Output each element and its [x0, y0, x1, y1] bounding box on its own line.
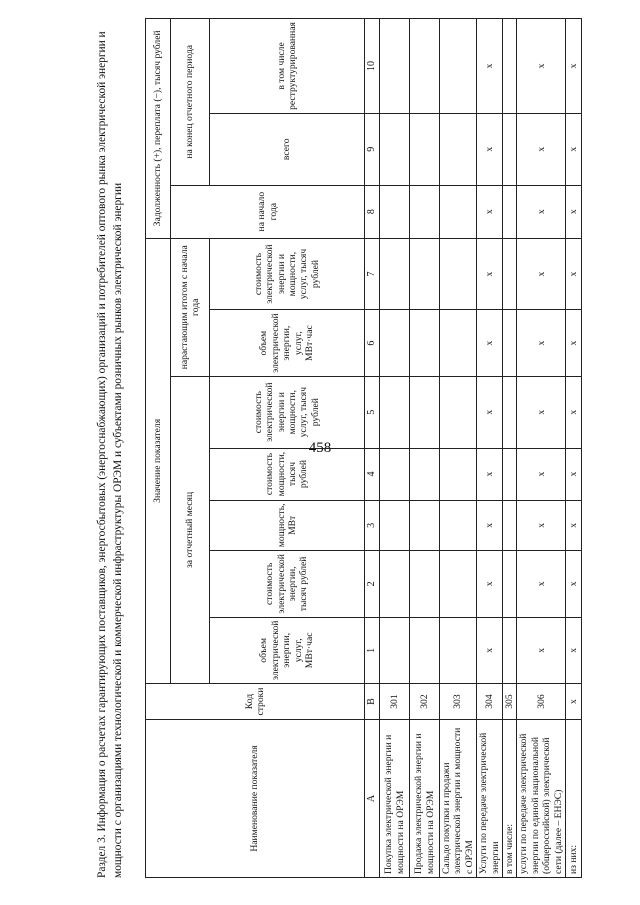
row-cell	[503, 185, 517, 238]
row-cell: х	[517, 448, 566, 500]
row-code: 305	[503, 684, 517, 720]
table-row	[517, 19, 566, 878]
row-cell	[410, 238, 440, 310]
row-cell	[440, 448, 477, 500]
row-name: из них:	[566, 720, 582, 878]
table-row	[477, 19, 503, 878]
table-row	[440, 19, 477, 878]
col-number: 10	[365, 19, 380, 114]
row-cell: х	[477, 500, 503, 551]
row-name: Покупка электрической энергии и мощности на ОРЭМ	[380, 720, 410, 878]
row-cell: х	[477, 551, 503, 617]
row-cell: х	[566, 185, 582, 238]
col-number: 1	[365, 617, 380, 683]
row-cell: х	[517, 113, 566, 185]
col-number: 2	[365, 551, 380, 617]
row-cell: х	[566, 113, 582, 185]
row-code: 303	[440, 684, 477, 720]
col-number: А	[365, 720, 380, 878]
row-cell: х	[477, 19, 503, 114]
header-start-of-year: на начало года	[171, 185, 365, 238]
row-cell: х	[477, 310, 503, 376]
col-number: 3	[365, 500, 380, 551]
row-cell	[410, 113, 440, 185]
row-code: 302	[410, 684, 440, 720]
row-cell: х	[517, 19, 566, 114]
row-cell: х	[566, 500, 582, 551]
page-number: 458	[308, 440, 332, 456]
row-code: х	[566, 684, 582, 720]
col-number: 6	[365, 310, 380, 376]
row-cell	[503, 19, 517, 114]
row-cell: х	[477, 448, 503, 500]
row-cell	[410, 617, 440, 683]
row-cell: х	[566, 310, 582, 376]
header-capacity-mw: мощность, МВт	[210, 500, 365, 551]
col-number: 9	[365, 113, 380, 185]
header-cum-volume: объем электрической энергии, услуг, МВт·час	[210, 310, 365, 376]
row-cell: х	[566, 617, 582, 683]
row-cell	[440, 19, 477, 114]
row-cell: х	[477, 238, 503, 310]
row-cell: х	[477, 113, 503, 185]
row-cell	[380, 376, 410, 448]
header-debt-group: Задолженность (+), переплата (−), тысяч рублей	[146, 19, 171, 239]
row-cell	[440, 376, 477, 448]
row-cell: х	[566, 551, 582, 617]
row-cell	[440, 500, 477, 551]
row-name: Услуги по передаче электрической энергии	[477, 720, 503, 878]
table-row	[380, 19, 410, 878]
header-value-group: Значение показателя	[146, 238, 171, 683]
row-cell	[380, 448, 410, 500]
row-cell	[410, 19, 440, 114]
row-code: 301	[380, 684, 410, 720]
row-cell: х	[517, 551, 566, 617]
row-cell	[503, 376, 517, 448]
table-row	[566, 19, 582, 878]
row-cell: х	[566, 19, 582, 114]
row-cell: х	[477, 185, 503, 238]
row-cell: х	[517, 500, 566, 551]
row-cell: х	[517, 376, 566, 448]
table-row	[410, 19, 440, 878]
row-cell	[503, 238, 517, 310]
row-cell	[380, 113, 410, 185]
row-cell	[380, 185, 410, 238]
row-cell	[440, 113, 477, 185]
row-cell	[380, 310, 410, 376]
section-caption: Раздел 3. Информация о расчетах гарантирующих поставщиков, энергосбытовых (энергоснабжающих) организаций и потребителей оптового рынка электрической энергии и мощности с организациями технологической и коммерческой инфраструктуры ОРЭМ и субъектами розничных рынков электрической энергии	[96, 31, 124, 878]
row-cell	[440, 551, 477, 617]
header-name: Наименование показателя	[146, 720, 365, 878]
row-cell: х	[566, 448, 582, 500]
header-period-end-group: на конец отчетного периода	[171, 19, 210, 186]
row-cell	[410, 376, 440, 448]
header-cost-energy-capacity: стоимость электрической энергии и мощности, услуг, тысяч рублей	[210, 376, 365, 448]
row-cell	[380, 19, 410, 114]
row-cell	[410, 500, 440, 551]
header-code: Код строки	[146, 684, 365, 720]
row-cell	[503, 448, 517, 500]
column-numbers-row	[365, 19, 380, 878]
rotated-page-content	[95, 18, 640, 878]
col-number: 8	[365, 185, 380, 238]
row-cell	[503, 310, 517, 376]
row-cell	[380, 551, 410, 617]
row-cell	[440, 310, 477, 376]
header-cost-energy: стоимость электрической энергии, тысяч рублей	[210, 551, 365, 617]
row-cell	[410, 448, 440, 500]
row-cell	[380, 238, 410, 310]
col-number: 5	[365, 376, 380, 448]
row-name: Сальдо покупки и продажи электрической энергии и мощности с ОРЭМ	[440, 720, 477, 878]
row-cell	[380, 617, 410, 683]
row-cell	[440, 238, 477, 310]
row-name: Продажа электрической энергии и мощности на ОРЭМ	[410, 720, 440, 878]
row-cell	[503, 617, 517, 683]
row-cell	[410, 310, 440, 376]
col-number: 4	[365, 448, 380, 500]
row-name: в том числе:	[503, 720, 517, 878]
row-cell: х	[566, 376, 582, 448]
row-cell	[440, 185, 477, 238]
row-cell	[380, 500, 410, 551]
settlements-table	[145, 18, 582, 878]
header-restructured: в том числе реструктурированная	[210, 19, 365, 114]
row-code: 304	[477, 684, 503, 720]
row-cell: х	[566, 238, 582, 310]
header-volume-mwh: объем электрической энергии, услуг, МВт·час	[210, 617, 365, 683]
row-cell: х	[517, 310, 566, 376]
table-row	[503, 19, 517, 878]
header-month-group: за отчетный месяц	[171, 376, 210, 683]
row-cell	[503, 551, 517, 617]
header-cost-capacity: стоимость мощности, тысяч рублей	[210, 448, 365, 500]
row-cell	[410, 551, 440, 617]
row-cell: х	[517, 238, 566, 310]
col-number: 7	[365, 238, 380, 310]
row-name: услуги по передаче электрической энергии по единой национальной (общероссийской) электрической сети (далее – ЕНЭС)	[517, 720, 566, 878]
col-number: В	[365, 684, 380, 720]
row-cell	[503, 113, 517, 185]
row-cell: х	[517, 185, 566, 238]
row-cell	[410, 185, 440, 238]
header-cumulative-group: нарастающим итогом с начала года	[171, 238, 210, 376]
row-cell: х	[477, 617, 503, 683]
row-cell: х	[517, 617, 566, 683]
row-cell: х	[477, 376, 503, 448]
row-code: 306	[517, 684, 566, 720]
row-cell	[503, 500, 517, 551]
header-cum-cost: стоимость электрической энергии и мощности, услуг, тысяч рублей	[210, 238, 365, 310]
row-cell	[440, 617, 477, 683]
header-total: всего	[210, 113, 365, 185]
table-body	[380, 19, 582, 878]
